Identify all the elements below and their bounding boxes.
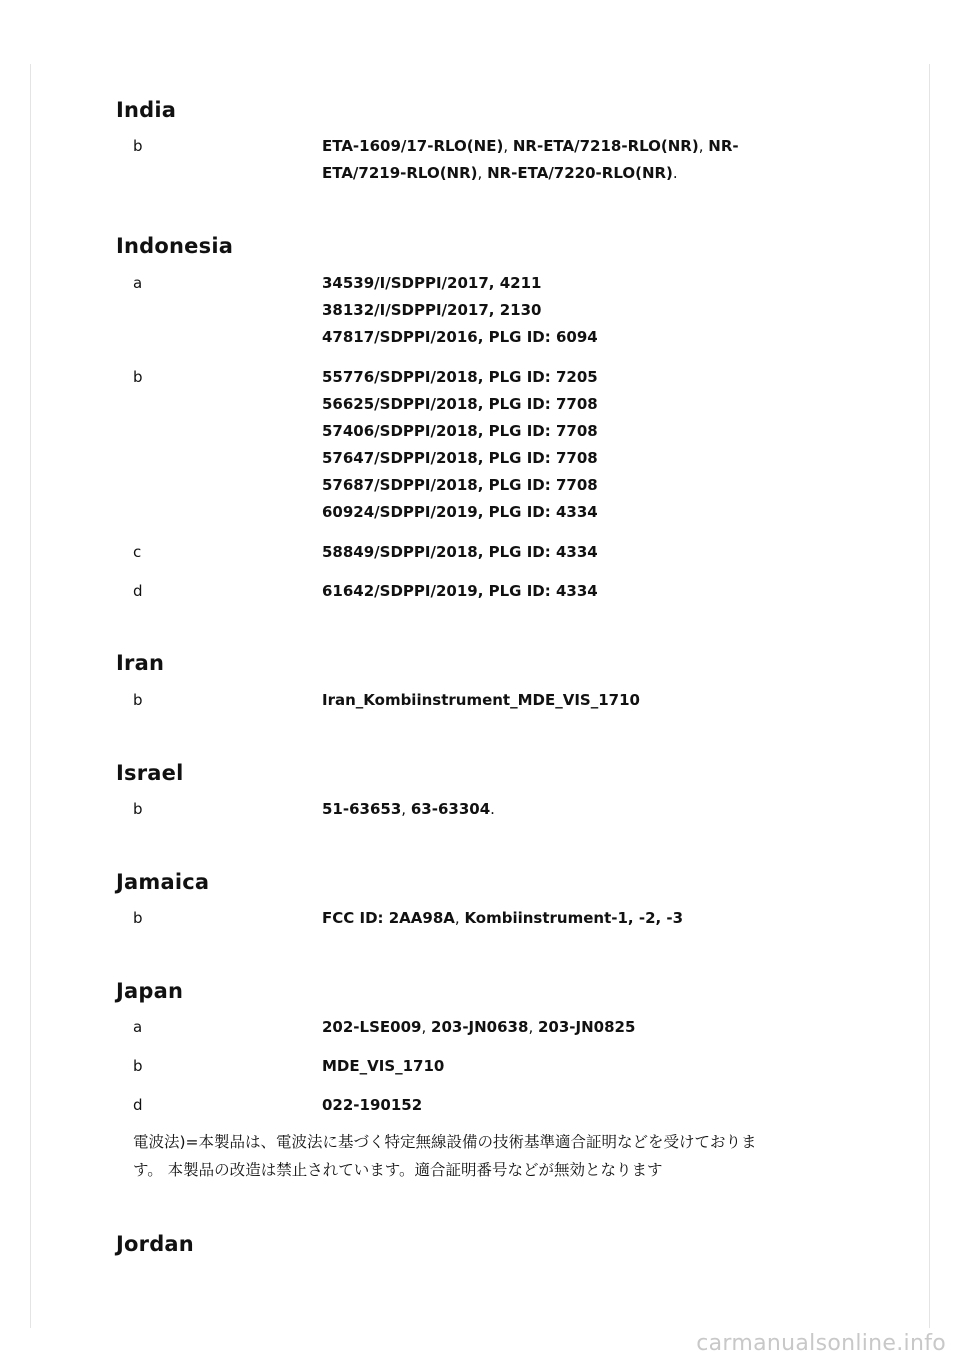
row-key: a bbox=[133, 274, 143, 292]
separator: , bbox=[477, 164, 488, 182]
row-value bbox=[322, 1092, 822, 1119]
approval-line: 34539/I/SDPPI/2017, 4211 bbox=[322, 274, 542, 292]
approval-line: 022-190152 bbox=[322, 1096, 423, 1114]
section-heading-jordan: Jordan bbox=[116, 1232, 194, 1256]
approval-line: 47817/SDPPI/2016, PLG ID: 6094 bbox=[322, 328, 598, 346]
approval-line: 56625/SDPPI/2018, PLG ID: 7708 bbox=[322, 395, 598, 413]
row-value bbox=[322, 133, 822, 187]
approval-number: 51-63653 bbox=[322, 800, 402, 818]
approval-line: 55776/SDPPI/2018, PLG ID: 7205 bbox=[322, 368, 598, 386]
approval-line: 61642/SDPPI/2019, PLG ID: 4334 bbox=[322, 582, 598, 600]
separator: , bbox=[503, 137, 513, 155]
separator: . bbox=[490, 800, 495, 818]
row-key: a bbox=[133, 1018, 143, 1036]
row-key: b bbox=[133, 800, 143, 818]
separator: , bbox=[401, 800, 411, 818]
row-key: b bbox=[133, 368, 143, 386]
row-key: b bbox=[133, 909, 143, 927]
section-heading-india: India bbox=[116, 98, 177, 122]
row-value bbox=[322, 1053, 822, 1080]
approval-number: FCC ID: 2AA98A bbox=[322, 909, 455, 927]
approval-number: NR-ETA/7220-RLO(NR) bbox=[487, 164, 673, 182]
approval-number: 203-JN0825 bbox=[537, 1018, 636, 1036]
separator: , bbox=[528, 1018, 538, 1036]
row-value bbox=[322, 796, 822, 823]
section-heading-israel: Israel bbox=[116, 761, 184, 785]
approval-line: 57687/SDPPI/2018, PLG ID: 7708 bbox=[322, 476, 598, 494]
row-key: b bbox=[133, 137, 143, 155]
left-margin-rule bbox=[30, 64, 31, 1328]
approval-number: 63-63304 bbox=[410, 800, 491, 818]
row-value bbox=[322, 905, 822, 932]
row-key: b bbox=[133, 1057, 143, 1075]
section-heading-jamaica: Jamaica bbox=[116, 870, 210, 894]
approval-number: NR-ETA/7218-RLO(NR) bbox=[512, 137, 699, 155]
separator: . bbox=[672, 164, 678, 182]
approval-line: Iran_Kombiinstrument_MDE_VIS_1710 bbox=[322, 691, 640, 709]
separator: , bbox=[698, 137, 709, 155]
japan-radio-law-note bbox=[133, 1128, 873, 1184]
approval-number: 203-JN0638 bbox=[431, 1018, 529, 1036]
approval-number: ETA-1609/17-RLO(NE) bbox=[322, 137, 504, 155]
row-value bbox=[322, 539, 822, 566]
row-key: c bbox=[133, 543, 142, 561]
note-line: 電波法)=本製品は、電波法に基づく特定無線設備の技術基準適合証明などを受けておりま bbox=[133, 1133, 757, 1151]
approval-line: 57647/SDPPI/2018, PLG ID: 7708 bbox=[322, 449, 598, 467]
approval-number: NR- bbox=[708, 137, 739, 155]
separator: , bbox=[454, 909, 465, 927]
row-key: d bbox=[133, 1096, 143, 1114]
note-line: す。 本製品の改造は禁止されています。適合証明番号などが無効となります bbox=[133, 1161, 663, 1179]
row-value bbox=[322, 687, 822, 714]
section-heading-japan: Japan bbox=[116, 979, 184, 1003]
approval-line: 38132/I/SDPPI/2017, 2130 bbox=[322, 301, 542, 319]
approval-line: MDE_VIS_1710 bbox=[322, 1057, 445, 1075]
approval-line: 58849/SDPPI/2018, PLG ID: 4334 bbox=[322, 543, 598, 561]
row-value bbox=[322, 578, 822, 605]
approval-number: 202-LSE009 bbox=[322, 1018, 422, 1036]
watermark: carmanualsonline.info bbox=[696, 1331, 946, 1356]
separator: , bbox=[421, 1018, 432, 1036]
approval-line: 57406/SDPPI/2018, PLG ID: 7708 bbox=[322, 422, 598, 440]
approval-line: 60924/SDPPI/2019, PLG ID: 4334 bbox=[322, 503, 598, 521]
row-key: d bbox=[133, 582, 143, 600]
section-heading-iran: Iran bbox=[116, 651, 165, 675]
row-value bbox=[322, 270, 822, 351]
approval-number: ETA/7219-RLO(NR) bbox=[322, 164, 478, 182]
right-margin-rule bbox=[929, 64, 930, 1328]
section-heading-indonesia: Indonesia bbox=[116, 234, 234, 258]
row-key: b bbox=[133, 691, 143, 709]
row-value bbox=[322, 364, 822, 526]
approval-number: Kombiinstrument-1, -2, -3 bbox=[464, 909, 684, 927]
row-value bbox=[322, 1014, 822, 1041]
